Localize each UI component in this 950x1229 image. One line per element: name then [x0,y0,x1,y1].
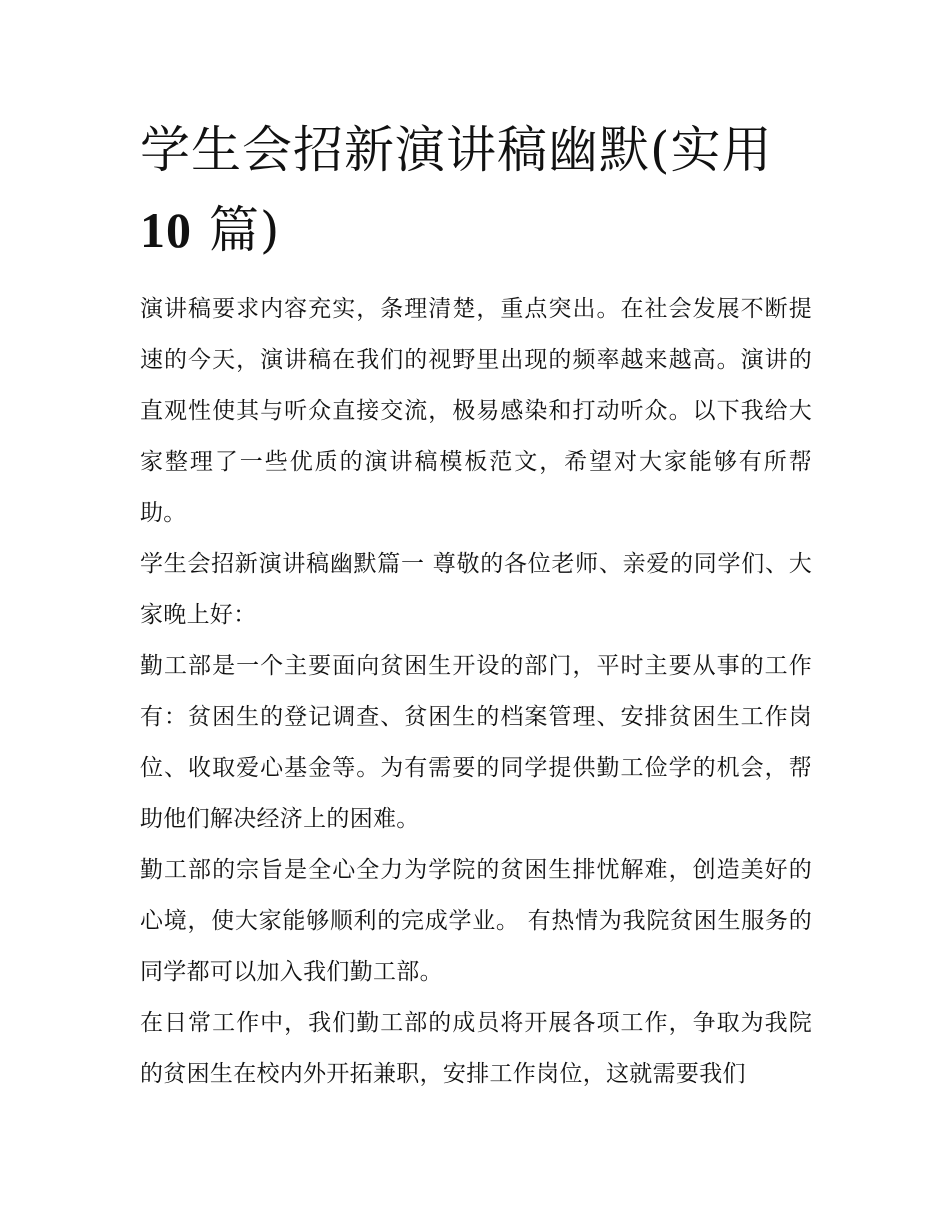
title-line-2: 篇) [192,201,281,259]
title-number: 10 [140,202,192,258]
document-page [140,110,812,1100]
paragraph-greeting: 学生会招新演讲稿幽默篇一 尊敬的各位老师、亲爱的同学们、大家晚上好： [140,551,812,628]
paragraph-department-purpose: 勤工部的宗旨是全心全力为学院的贫困生排忧解难，创造美好的心境，使大家能够顺利的完成学业。 有热情为我院贫困生服务的同学都可以加入我们勤工部。 [140,857,812,985]
paragraph-department-intro: 勤工部是一个主要面向贫困生开设的部门，平时主要从事的工作有：贫困生的登记调查、贫困生的档案管理、安排贫困生工作岗位、收取爱心基金等。为有需要的同学提供勤工俭学的机会，帮助他们解决经济上的困难。 [140,653,812,832]
document-title [140,110,812,270]
paragraph-intro: 演讲稿要求内容充实，条理清楚，重点突出。在社会发展不断提速的今天，演讲稿在我们的视野里出现的频率越来越高。演讲的直观性使其与听众直接交流，极易感染和打动听众。以下我给大家整理了一些优质的演讲稿模板范文，希望对大家能够有所帮助。 [140,296,812,526]
title-line-1: 学生会招新演讲稿幽默(实用 [140,121,773,179]
paragraph-daily-work: 在日常工作中，我们勤工部的成员将开展各项工作，争取为我院的贫困生在校内外开拓兼职，安排工作岗位，这就需要我们 [140,1010,812,1087]
